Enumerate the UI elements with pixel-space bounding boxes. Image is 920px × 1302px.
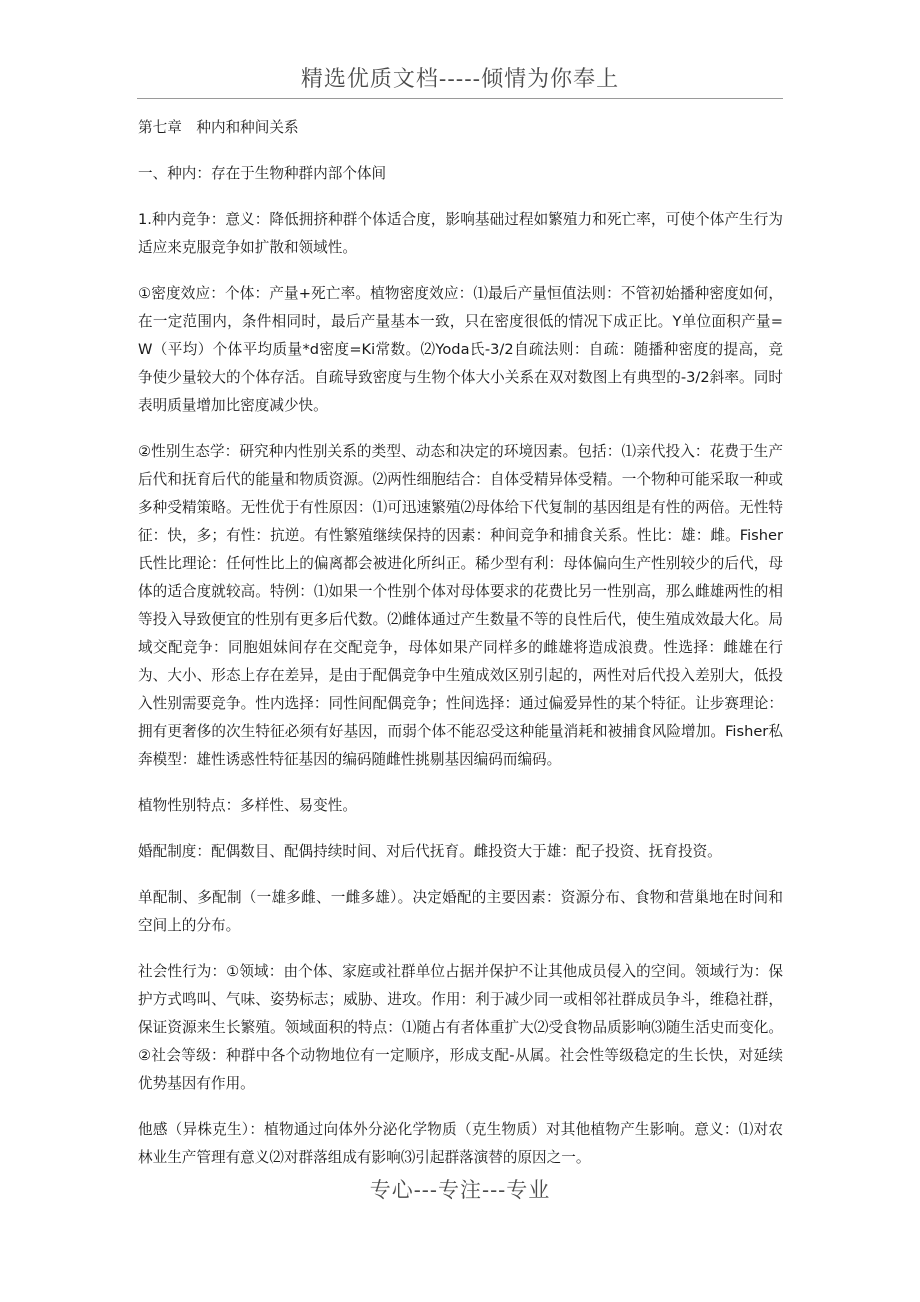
paragraph-density-effect: ①密度效应：个体：产量+死亡率。植物密度效应：⑴最后产量恒值法则：不管初始播种密度如何，在一定范围内，条件相同时，最后产量基本一致，只在密度很低的情况下成正比。Y单位面积产量=W（平均）个体平均质量*d密度=Ki常数。⑵Yoda氏-3/2自疏法则：自疏：随播种密度的提高，竞争使少量较大的个体存活。自疏导致密度与生物个体大小关系在双对数图上有典型的-3/2斜率。同时表明质量增加比密度减少快。 xyxy=(138,285,783,414)
header-divider xyxy=(137,98,783,99)
paragraph-plant-sex: 植物性别特点：多样性、易变性。 xyxy=(138,797,357,814)
paragraph-sex-ecology: ②性别生态学：研究种内性别关系的类型、动态和决定的环境因素。包括：⑴亲代投入：花费于生产后代和抚育后代的能量和物质资源。⑵两性细胞结合：自体受精异体受精。一个物种可能采取一种或多种受精策略。无性优于有性原因：⑴可迅速繁殖⑵母体给下代复制的基因组是有性的两倍。无性特征：快，多；有性：抗逆。有性繁殖继续保持的因素：种间竞争和捕食关系。性比：雄：雌。Fisher氏性比理论：任何性比上的偏离都会被进化所纠正。稀少型有利：母体偏向生产性别较少的后代，母体的适合度就较高。特例：⑴如果一个性别个体对母体要求的花费比另一性别高，那么雌雄两性的相等投入导致便宜的性别有更多后代数。⑵雌体通过产生数量不等的良性后代，使生殖成效最大化。局域交配竞争：同胞姐妹间存在交配竞争，母体如果产同样多的雌雄将造成浪费。性选择：雌雄在行为、大小、形态上存在差异，是由于配偶竞争中生殖成效区别引起的，两性对后代投入差别大，低投入性别需要竞争。性内选择：同性间配偶竞争；性间选择：通过偏爱异性的某个特征。让步赛理论：拥有更奢侈的次生特征必须有好基因，而弱个体不能忍受这种能量消耗和被捕食风险增加。Fisher私奔模型：雄性诱惑性特征基因的编码随雌性挑剔基因编码而编码。 xyxy=(138,443,783,768)
paragraph-allelopathy: 他感（异株克生）：植物通过向体外分泌化学物质（克生物质）对其他植物产生影响。意义：⑴对农林业生产管理有意义⑵对群落组成有影响⑶引起群落演替的原因之一。 xyxy=(138,1121,783,1166)
document-body xyxy=(138,112,783,1190)
header-title: 精选优质文档-----倾情为你奉上 xyxy=(300,67,620,92)
paragraph-intraspecific-competition: 1.种内竞争：意义：降低拥挤种群个体适合度，影响基础过程如繁殖力和死亡率，可使个体产生行为适应来克服竞争如扩散和领域性。 xyxy=(138,211,783,256)
footer-title: 专心---专注---专业 xyxy=(369,1178,551,1202)
paragraph-social-behavior: 社会性行为：①领域：由个体、家庭或社群单位占据并保护不让其他成员侵入的空间。领域行为：保护方式鸣叫、气味、姿势标志；威胁、进攻。作用：利于减少同一或相邻社群成员争斗，维稳社群，保证资源来生长繁殖。领域面积的特点：⑴随占有者体重扩大⑵受食物品质影响⑶随生活史而变化。②社会等级：种群中各个动物地位有一定顺序，形成支配-从属。社会性等级稳定的生长快，对延续优势基因有作用。 xyxy=(138,963,783,1092)
paragraph-mating-system: 婚配制度：配偶数目、配偶持续时间、对后代抚育。雌投资大于雄：配子投资、抚育投资。 xyxy=(138,843,722,860)
paragraph-monogamy-polygamy: 单配制、多配制（一雄多雌、一雌多雄）。决定婚配的主要因素：资源分布、食物和营巢地在时间和空间上的分布。 xyxy=(138,889,783,934)
section-heading: 一、种内：存在于生物种群内部个体间 xyxy=(138,165,387,182)
chapter-heading: 第七章 种内和种间关系 xyxy=(138,119,299,136)
